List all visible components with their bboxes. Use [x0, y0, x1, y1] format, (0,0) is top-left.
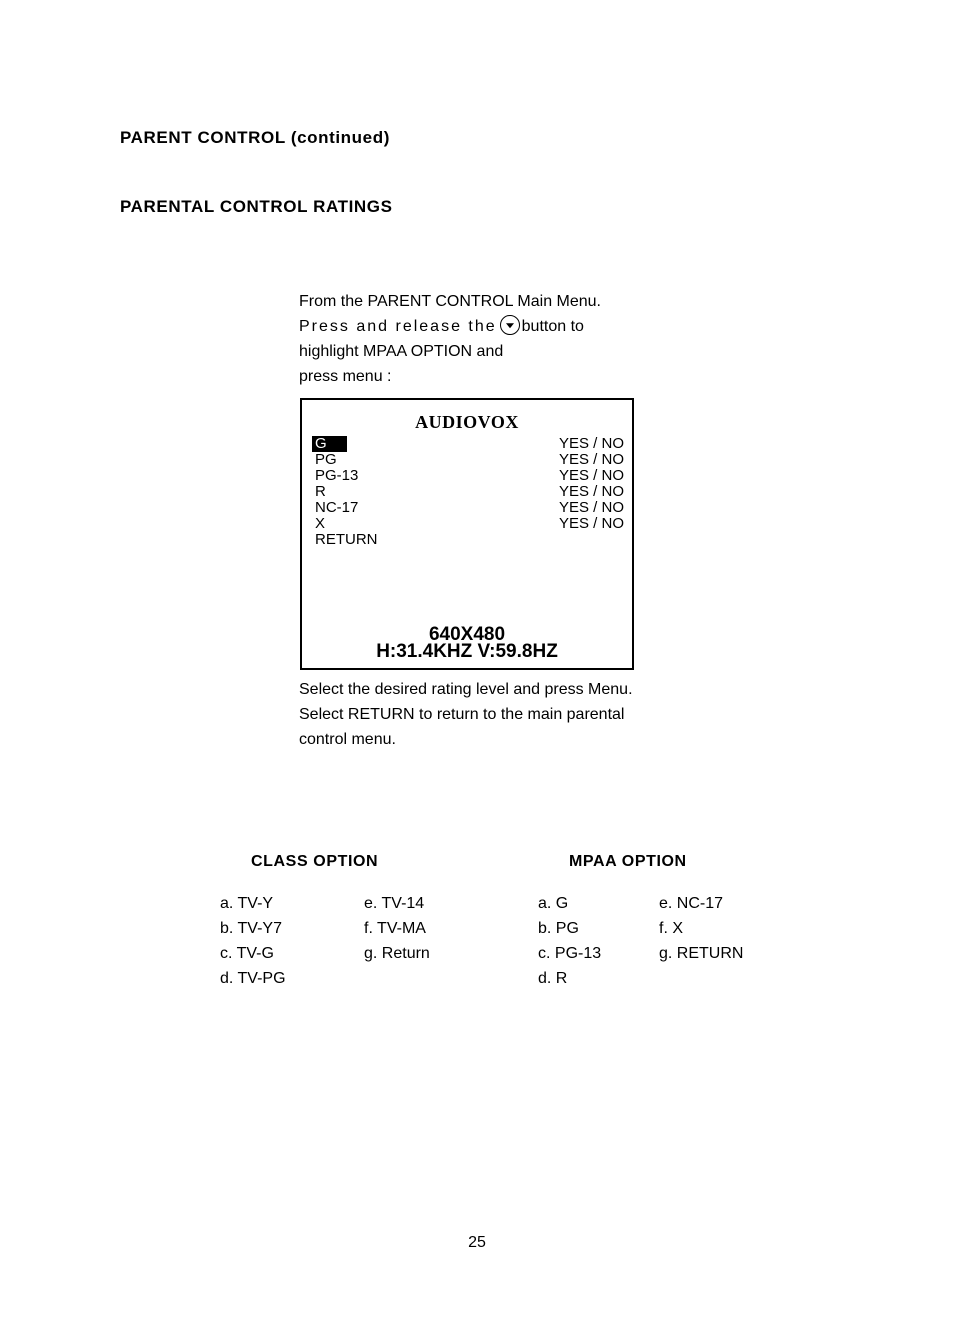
mpaa-option-list-2	[659, 891, 743, 966]
brand-logo: AUDIOVOX	[415, 412, 519, 432]
list-item: c. TV-G	[220, 945, 274, 962]
yes-no-toggle[interactable]: YES / NO	[558, 499, 624, 516]
rating-item-nc17[interactable]: NC-17	[315, 499, 359, 516]
instruction-line-1: From the PARENT CONTROL Main Menu.	[299, 293, 601, 310]
down-arrow-button-icon	[500, 315, 520, 335]
list-item: f. TV-MA	[364, 920, 426, 937]
section-title: PARENT CONTROL (continued)	[120, 128, 390, 147]
after-line-1: Select the desired rating level and press Menu.	[299, 681, 633, 698]
list-item: a. TV-Y	[220, 895, 274, 912]
yes-no-toggle[interactable]: YES / NO	[558, 483, 624, 500]
rating-item-return[interactable]: RETURN	[315, 531, 378, 548]
list-item: d. TV-PG	[220, 970, 286, 987]
instruction-line-3: highlight MPAA OPTION and	[299, 343, 504, 360]
class-option-list-2	[364, 891, 430, 966]
yes-no-toggle[interactable]: YES / NO	[558, 515, 624, 532]
list-item: d. R	[538, 970, 568, 987]
resolution-readout: 640X480	[428, 624, 506, 645]
instructions	[299, 289, 601, 389]
instruction-line-4: press menu :	[299, 368, 392, 385]
yes-no-toggle[interactable]: YES / NO	[558, 435, 624, 452]
list-item: f. X	[659, 920, 684, 937]
mpaa-option-list-1	[538, 891, 601, 991]
list-item: e. TV-14	[364, 895, 425, 912]
rating-item-g[interactable]	[315, 436, 378, 452]
instruction-press-text: Press and release the	[299, 318, 497, 335]
rating-item-r[interactable]: R	[315, 483, 326, 500]
page-number: 25	[468, 1234, 486, 1251]
mpaa-option-title: MPAA OPTION	[569, 853, 687, 870]
subsection-title: PARENTAL CONTROL RATINGS	[120, 197, 393, 216]
after-line-2: Select RETURN to return to the main parental	[299, 706, 625, 723]
frequency-readout: H:31.4KHZ V:59.8HZ	[376, 641, 558, 662]
class-option-title: CLASS OPTION	[251, 853, 379, 870]
after-instructions	[299, 677, 633, 752]
instruction-button-text: button to	[521, 318, 584, 335]
list-item: c. PG-13	[538, 945, 602, 962]
rating-menu-list	[315, 436, 378, 548]
rating-item-pg[interactable]: PG	[315, 451, 337, 468]
after-line-3: control menu.	[299, 731, 396, 748]
instruction-line-2	[299, 314, 601, 339]
list-item: a. G	[538, 895, 569, 912]
list-item: g. RETURN	[659, 945, 744, 962]
yes-no-toggle[interactable]: YES / NO	[558, 467, 624, 484]
list-item: b. PG	[538, 920, 579, 937]
rating-item-x[interactable]: X	[315, 515, 326, 532]
list-item: e. NC-17	[659, 895, 724, 912]
class-option-list-1	[220, 891, 286, 991]
rating-item-label: G	[312, 436, 347, 452]
rating-item-pg13[interactable]: PG-13	[315, 467, 359, 484]
yes-no-list	[559, 436, 624, 532]
yes-no-toggle[interactable]: YES / NO	[558, 451, 624, 468]
list-item: g. Return	[364, 945, 430, 962]
osd-screen	[300, 398, 634, 670]
list-item: b. TV-Y7	[220, 920, 282, 937]
